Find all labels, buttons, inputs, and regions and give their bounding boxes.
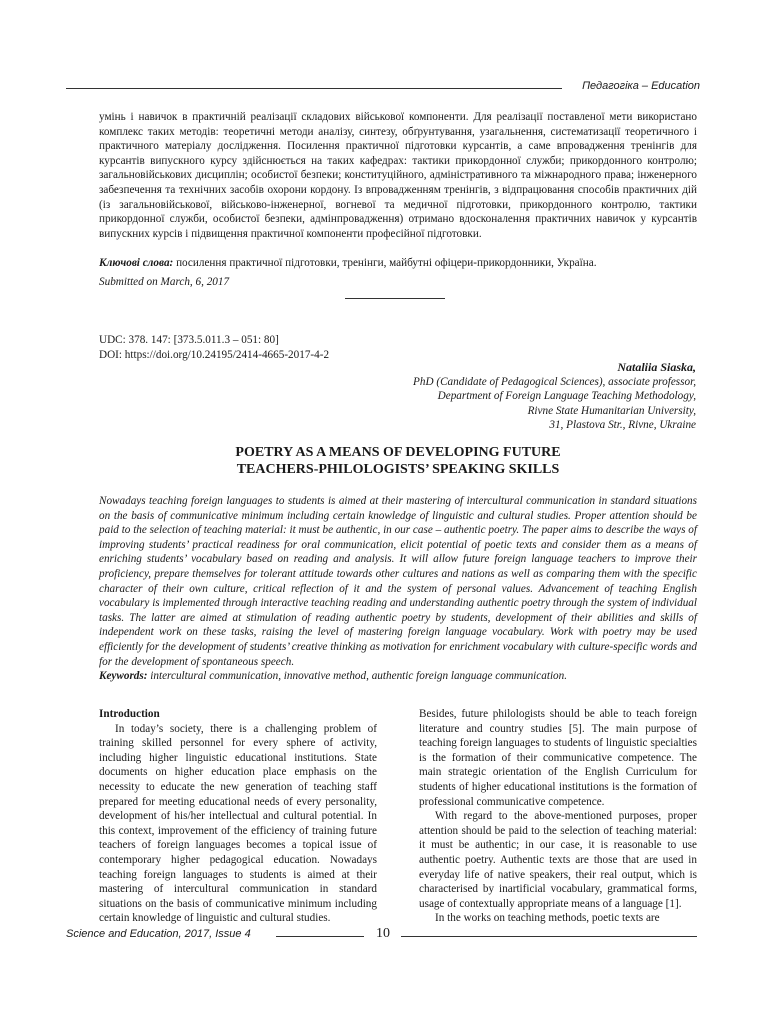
author-affiliation-2: Department of Foreign Language Teaching Methodology, [437, 390, 696, 403]
summary-keywords-label: Ключові слова: [99, 257, 174, 269]
footer-rule-left [276, 936, 364, 937]
separator-rule [345, 298, 445, 299]
ukrainian-summary [99, 110, 697, 271]
summary-keywords-text: посилення практичної підготовки, тренінги, майбутні офіцери-прикордонники, Україна. [173, 257, 597, 269]
author-affiliation-3: Rivne State Humanitarian University, [527, 404, 696, 417]
abstract-text: Nowadays teaching foreign languages to students is aimed at their mastering of intercultural communication in standard situations on the basis of communicative minimum including certain knowledge of linguistic and cultural studies. Proper attention should be paid to the selection of teaching material: it must be authentic, in our case – authentic poetry. The paper aims to describe the ways of improving students’ practical readiness for oral communication, elicit potential of poetic texts and consider them as a means of enriching students’ vocabulary based on reading and analysis. It will allow future foreign language teachers to improve their proficiency, prepare themselves for tolerant attitude towards other cultures and nations as well as comparing them with the specific character of their own culture, critical reflection of it and the system of personal values. Advancement of teaching English vocabulary is implemented through interactive teaching reading and understanding authentic poetry through the system of individual tasks. The latter are aimed at stimulation of reading authentic poetry by students, development of their abilities and skills of independent work on these tasks, raising the level of mastering foreign language vocabulary. Work with poetry may be used efficiently for the development of students’ creative thinking as motivation for enrichment vocabulary with culture-specific words and for the development of spontaneous speech. [99, 495, 697, 668]
section-header: Педагогіка – Education [582, 80, 700, 92]
intro-paragraph: In today’s society, there is a challenging problem of training skilled personnel for every sphere of activity, including higher linguistic educational institutions. State documents on higher education place emphasis on the necessity to educate the new generation of teaching staff prepared for meeting educational needs of every personality, development of his/her intellectual and cultural potential. In this context, improvement of the efficiency of training future teachers of foreign languages becomes a topical issue of contemporary higher pedagogical education. Nowadays teaching foreign languages to students is aimed at their mastering of intercultural communication in standard situations on the basis of communicative minimum including certain knowledge of linguistic and cultural studies. [99, 722, 377, 925]
abstract [99, 494, 697, 684]
abstract-keywords-text: intercultural communication, innovative method, authentic foreign language communication. [147, 670, 568, 683]
author-name: Nataliia Siaska, [617, 360, 696, 374]
footer-rule-right [401, 936, 697, 937]
abstract-keywords-label: Keywords: [99, 670, 148, 683]
left-column [99, 707, 377, 926]
author-affiliation-1: PhD (Candidate of Pedagogical Sciences), associate professor, [413, 375, 696, 388]
introduction-heading: Introduction [99, 708, 160, 720]
author-affiliation-4: 31, Plastova Str., Rivne, Ukraine [549, 419, 696, 432]
right-paragraph-1: Besides, future philologists should be able to teach foreign literature and country studies [5]. The main purpose of teaching foreign languages to students of linguistic specialties is the formation of their communicative competence. The main strategic orientation of the English Curriculum for students of higher educational institutions is the formation of professional communicative competence. [419, 708, 697, 808]
right-column [419, 707, 697, 926]
author-block [276, 360, 696, 433]
doi-link[interactable]: DOI: https://doi.org/10.24195/2414-4665-2017-4-2 [99, 348, 330, 361]
title-line-1: POETRY AS A MEANS OF DEVELOPING FUTURE [235, 445, 561, 460]
page-number: 10 [376, 926, 390, 941]
footer-journal: Science and Education, 2017, Issue 4 [66, 928, 251, 940]
summary-text: умінь і навичок в практичній реалізації складових військової компоненти. Для реалізації поставленої мети використано комплекс таких методів: теоретичні методи аналізу, синтезу, обґрунтування, узагальнення, систематизації теоретичного і практичного матеріалу дослідження. Посилення практичної підготовки курсантів, а саме впровадження тренінгів для курсантів випускного курсу здійснюється на таких кафедрах: тактики прикордонної служби; прикордонного контролю; загальновійськових дисциплін; особистої безпеки; конституційного, адміністративного та міжнародного права; інженерного забезпечення та технічних засобів охорони кордону. Із впровадженням тренінгів, з відпрацювання способів практичних дій (із загальновійськової, військово-інженерної, вогневої та медичної підготовки, прикордонного контролю, тактики прикордонної служби, особистої безпеки, адмінпровадження) отримано вдосконалення практичних навичок у курсантів випускних курсів і підвищення практичної компоненти професійної підготовки. [99, 111, 697, 240]
abstract-keywords [99, 669, 697, 684]
udc-code: UDC: 378. 147: [373.5.011.3 – 051: 80] [99, 334, 279, 346]
summary-keywords [99, 256, 697, 271]
right-paragraph-2: With regard to the above-mentioned purposes, proper attention should be paid to the selection of teaching material: it must be authentic; in our case, it is reasonable to use authentic poetry. Authentic texts are those that are used in everyday life of native speakers, their real output, which is characterised by inartificial vocabulary, grammatical forms, usage of contextually appropriate means of a language [1]. [419, 810, 697, 910]
header-rule [66, 88, 562, 89]
submitted-date: Submitted on March, 6, 2017 [99, 276, 230, 288]
article-title [99, 444, 697, 478]
right-paragraph-3: In the works on teaching methods, poetic texts are [435, 912, 660, 925]
title-line-2: TEACHERS-PHILOLOGISTS’ SPEAKING SKILLS [236, 462, 560, 477]
article-identifiers [99, 333, 329, 362]
